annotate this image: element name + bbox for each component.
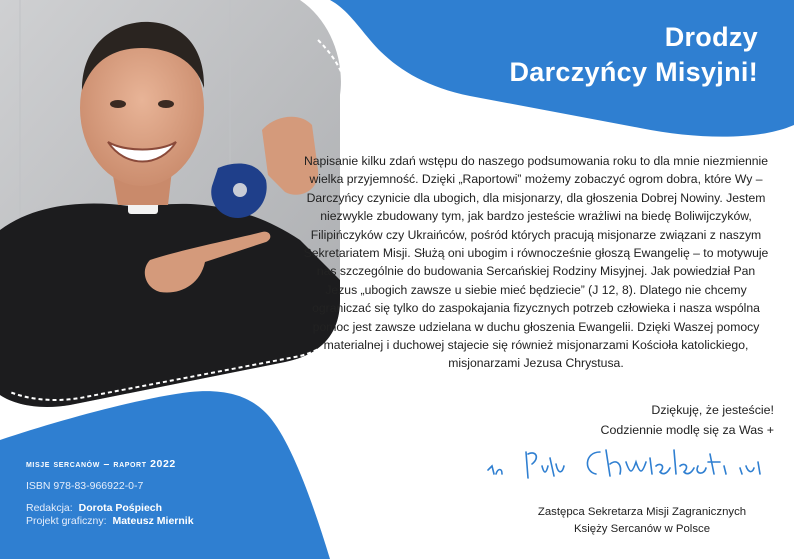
designer-name: Mateusz Miernik (112, 514, 194, 527)
closing-line-2: Codziennie modlę się za Was + (600, 422, 774, 437)
title-line-1: Drodzy (664, 22, 758, 52)
closing-line-1: Dziękuję, że jesteście! (651, 403, 774, 417)
letter-paragraph: Napisanie kilku zdań wstępu do naszego podsumowania roku to dla mnie niezmiennie wielka przyjemność. Dzięki „Raportowi” możemy zobaczyć ogrom dobra, które Wy – Darczyńcy czynicie dla ubogich, dla misjonarzy, dla głoszenia Dobrej Nowiny. Jestem niezwykle zbudowany tym, jak bardzo jesteście wrażliwi na biedę Boliwijczyków, Filipińczyków czy Ukraińców, pośród których pracują misjonarze związani z naszym Sekretariatem Misji. Służą oni ubogim i równocześnie głoszą Ewangelię – to motywuje nas szczególnie do budowania Sercańskiej Rodziny Misyjnej. Jak powiedział Pan Jezus „ubogich zawsze u siebie mieć będziecie” (J 12, 8). Dlatego nie chcemy ograniczać się tylko do zaspokajania fizycznych potrzeb człowieka i nasza wspólna pomoc jest zawsze udzielana w duchu głoszenia Ewangelii. Dzięki Waszej pomocy materialnej i duchowej stajecie się również misjonarzami Kościoła katolickiego, misjonarzami Jezusa Chrystusa. (303, 154, 769, 371)
editor-label: Redakcja: (26, 502, 73, 514)
designer-credit (26, 515, 256, 528)
title-line-2: Darczyńcy Misyjni! (509, 57, 758, 87)
isbn: ISBN 978-83-966922-0-7 (26, 480, 144, 492)
editor-credit (26, 502, 256, 515)
designer-label: Projekt graficzny: (26, 514, 107, 527)
colophon (26, 458, 256, 527)
series-name: misje sercanów – raport 2022 (26, 458, 176, 470)
editor-name: Dorota Pośpiech (78, 502, 163, 514)
signature-caption-line-1: Zastępca Sekretarza Misji Zagranicznych (537, 506, 747, 518)
signature-caption-line-2: Księży Sercanów w Polsce (573, 523, 711, 535)
